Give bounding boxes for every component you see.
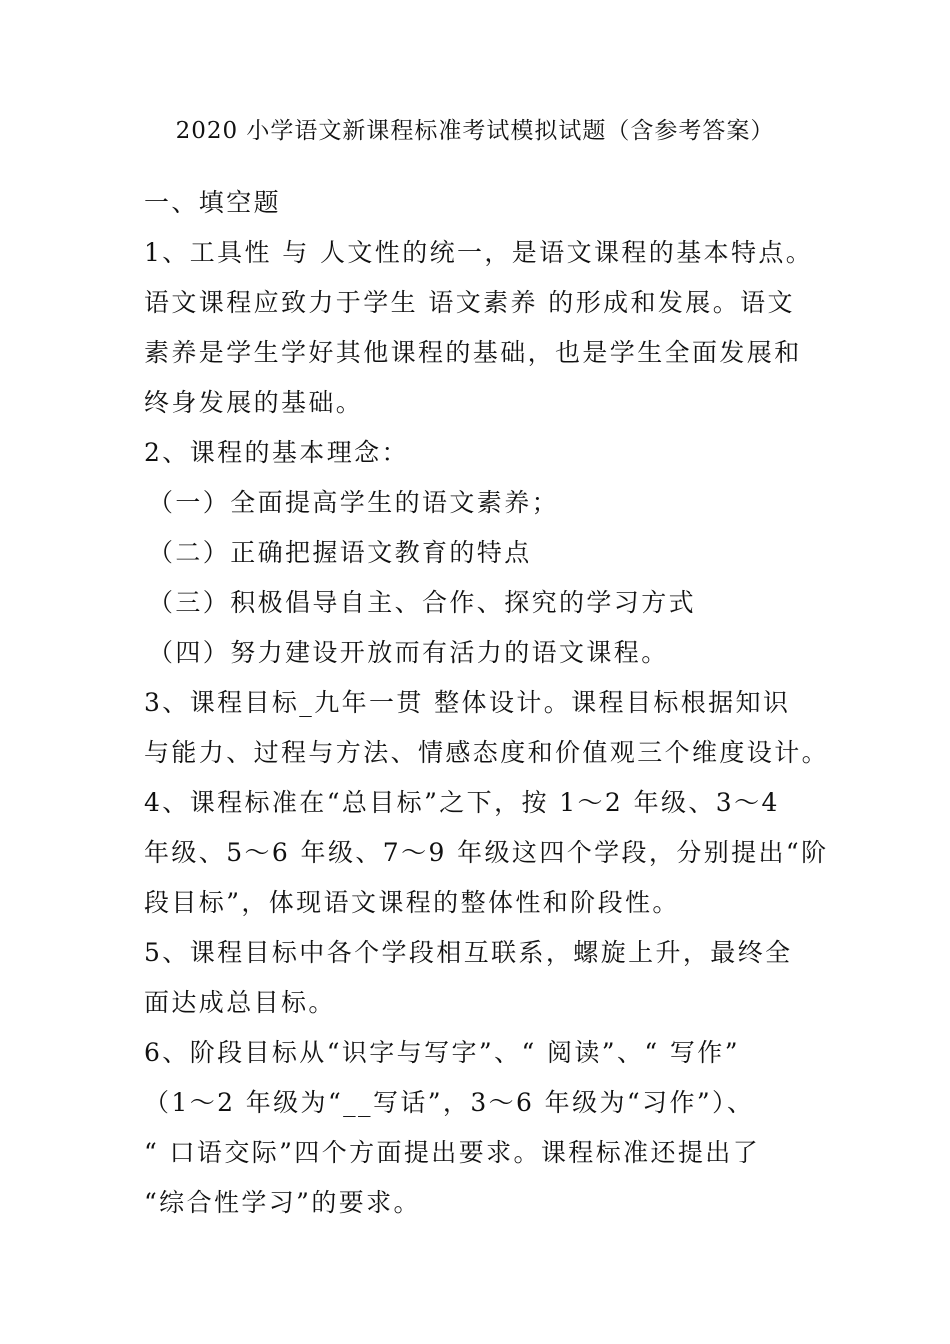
concept-item-2: （二）正确把握语文教育的特点 xyxy=(148,538,532,567)
question-6-line-1: 6、阶段目标从“识字与写字”、“ 阅读”、“ 写作” xyxy=(144,1038,740,1067)
question-3-line-2: 与能力、过程与方法、情感态度和价值观三个维度设计。 xyxy=(144,738,830,767)
question-4-line-2: 年级、5～6 年级、7～9 年级这四个学段，分别提出“阶 xyxy=(144,838,829,867)
question-1-line-4: 终身发展的基础。 xyxy=(144,388,364,417)
question-1-line-2: 语文课程应致力于学生 语文素养 的形成和发展。语文 xyxy=(144,288,795,317)
document-body xyxy=(144,178,830,1228)
concept-item-1: （一）全面提高学生的语文素养； xyxy=(148,488,560,517)
question-2-heading: 2、课程的基本理念： xyxy=(144,438,409,467)
question-5-line-2: 面达成总目标。 xyxy=(144,988,336,1017)
document-title: 2020 小学语文新课程标准考试模拟试题（含参考答案） xyxy=(175,118,775,144)
question-6-line-4: “综合性学习”的要求。 xyxy=(144,1188,421,1217)
question-1-line-3: 素养是学生学好其他课程的基础，也是学生全面发展和 xyxy=(144,338,802,367)
question-4-line-3: 段目标”，体现语文课程的整体性和阶段性。 xyxy=(144,888,680,917)
question-3-line-1: 3、课程目标_九年一贯 整体设计。课程目标根据知识 xyxy=(144,688,791,717)
section-heading: 一、填空题 xyxy=(144,188,282,217)
question-6-line-2: （1～2 年级为“__写话”，3～6 年级为“习作”）、 xyxy=(144,1088,755,1117)
concept-item-3: （三）积极倡导自主、合作、探究的学习方式 xyxy=(148,588,697,617)
concept-item-4: （四）努力建设开放而有活力的语文课程。 xyxy=(148,638,669,667)
question-1-line-1: 1、工具性 与 人文性的统一，是语文课程的基本特点。 xyxy=(144,238,814,267)
question-4-line-1: 4、课程标准在“总目标”之下，按 1～2 年级、3～4 xyxy=(144,788,780,817)
question-5-line-1: 5、课程目标中各个学段相互联系，螺旋上升，最终全 xyxy=(144,938,793,967)
question-6-line-3: “ 口语交际”四个方面提出要求。课程标准还提出了 xyxy=(144,1138,761,1167)
